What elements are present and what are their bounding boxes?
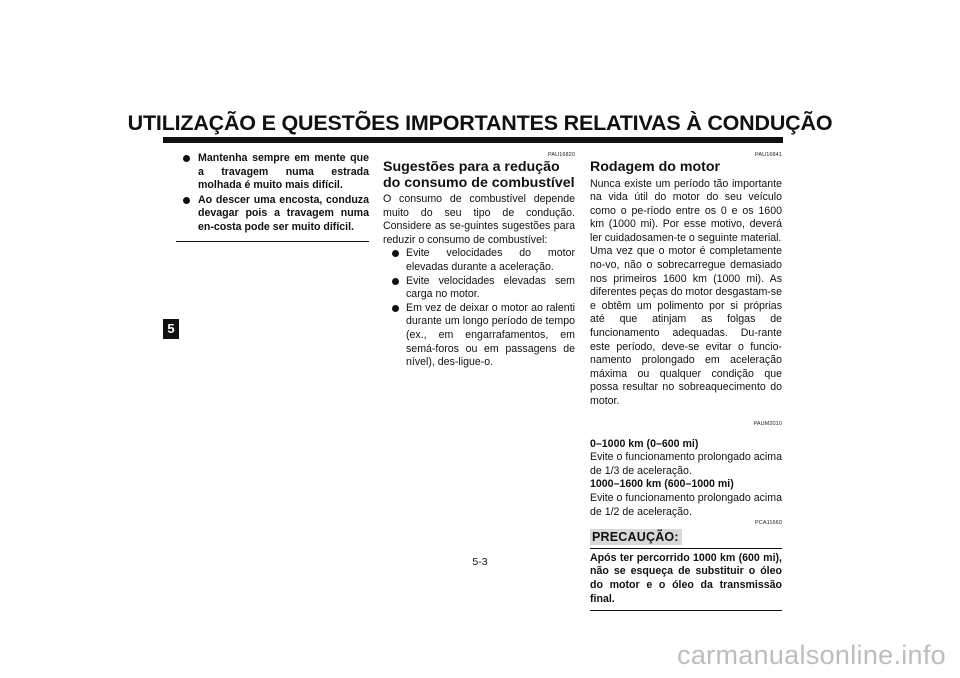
reference-code: PAUM2010: [753, 420, 782, 427]
bullet-icon: [392, 250, 399, 257]
reference-code: PCA11660: [755, 520, 782, 527]
column-3: [590, 152, 782, 611]
range-title: 0–1000 km (0–600 mi): [590, 437, 699, 450]
tips-list: [390, 247, 575, 369]
warning-end-rule: [176, 241, 369, 242]
list-item: [176, 194, 369, 235]
section-title: Sugestões para a redução do consumo de combustível: [383, 159, 575, 191]
bullet-text: Evite velocidades elevadas sem carga no motor.: [406, 274, 575, 301]
range-text: Evite o funcionamento prolongado acima de 1/2 de aceleração.: [590, 491, 782, 518]
bullet-text: Ao descer uma encosta, conduza devagar pois a travagem numa en-costa pode ser muito difícil.: [198, 193, 369, 233]
paragraph: Uma vez que o motor é completamente no-vo, não o sobrecarregue demasiado nos primeiros 1600 km (1000 mi). As diferentes peças do motor desgastam-se e obtêm um polimento por si próprias até que atinjam as folgas de funcionamento adequadas. Du-rante este período, deve-se evitar o funcio-namento prolongado em aceleração máxima ou qualquer condição que possa resultar no sobreaquecimento do motor.: [590, 245, 782, 407]
range-text: Evite o funcionamento prolongado acima de 1/3 de aceleração.: [590, 451, 782, 477]
caution-label: PRECAUÇÃO:: [590, 529, 682, 545]
bullet-icon: [183, 155, 190, 162]
page-number: 5-3: [472, 556, 488, 568]
bullet-icon: [183, 197, 190, 204]
bullet-icon: [392, 278, 399, 285]
caution-bottom-rule: [590, 610, 782, 611]
range-title: 1000–1600 km (600–1000 mi): [590, 478, 734, 491]
column-2: [383, 152, 575, 370]
header-rule: [163, 137, 783, 143]
paragraph: Nunca existe um período tão importante na vida útil do motor do seu veículo como o pe-ríodo entre os 0 e os 1600 km (1000 mi). Por esse motivo, deverá ler cuidadosamen-te o seguinte material.: [590, 177, 782, 244]
list-item: [176, 152, 369, 193]
page-header-title: UTILIZAÇÃO E QUESTÕES IMPORTANTES RELATIVAS À CONDUÇÃO: [127, 111, 833, 135]
reference-code: PAU16820: [548, 152, 575, 158]
bullet-text: Mantenha sempre em mente que a travagem numa estrada molhada é muito mais difícil.: [198, 152, 369, 192]
section-intro: O consumo de combustível depende muito do seu tipo de condução. Considere as se-guintes sugestões para reduzir o consumo de combustível:: [383, 193, 575, 246]
chapter-tab: 5: [163, 319, 179, 339]
list-item: [390, 247, 575, 274]
column-1: [176, 152, 369, 242]
list-item: [390, 275, 575, 302]
reference-code: PAU16841: [755, 152, 782, 158]
list-item: [390, 302, 575, 370]
section-title: Rodagem do motor: [590, 159, 721, 175]
bullet-text: Em vez de deixar o motor ao ralenti durante um longo período de tempo (ex., em engarrafamentos, em semá-foros ou em passagens de nível), des-ligue-o.: [406, 301, 575, 369]
watermark: carmanualsonline.info: [677, 640, 946, 670]
bullet-text: Evite velocidades do motor elevadas durante a aceleração.: [406, 247, 575, 273]
caution-top-rule: [590, 548, 782, 549]
caution-text: Após ter percorrido 1000 km (600 mi), não se esqueça de substituir o óleo do motor e o óleo da transmissão final.: [590, 551, 782, 605]
bullet-icon: [392, 305, 399, 312]
